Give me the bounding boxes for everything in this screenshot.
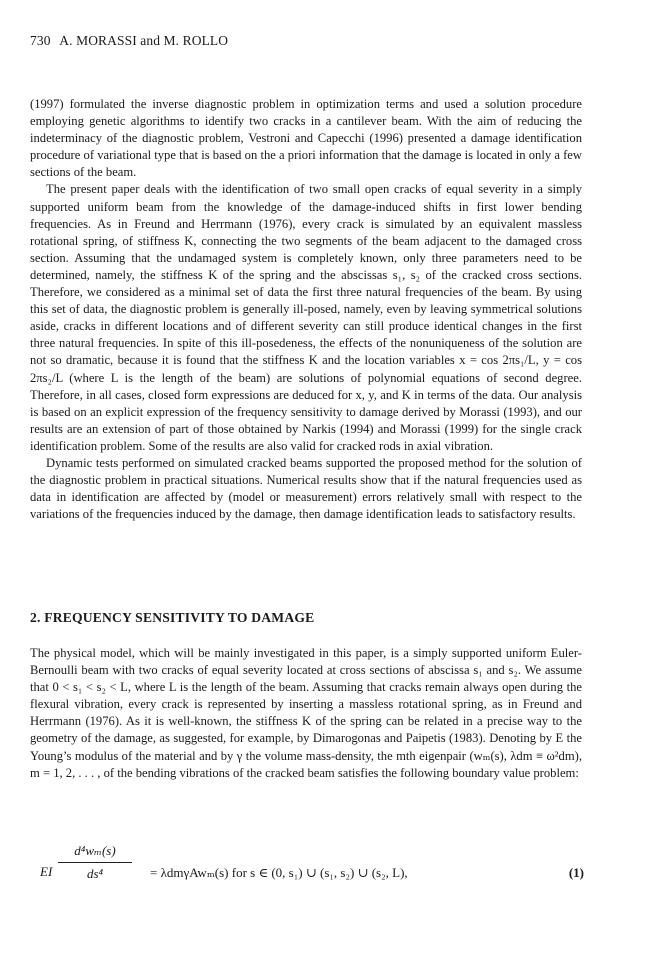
equation-1 xyxy=(40,843,584,903)
equation-denominator: ds⁴ xyxy=(86,866,104,881)
equation-fraction xyxy=(56,843,134,882)
running-head-authors: A. MORASSI and M. ROLLO xyxy=(59,33,229,48)
paragraph-2: The present paper deals with the identification of two small open cracks of equal severity in a simply supported uniform beam from the knowledge of the damage-induced shifts in first lower bending frequencies. As in Freund and Herrmann (1976), every crack is simulated by an equivalent massless rotational spring, of stiffness K, connecting the two segments of the beam adjacent to the damaged cross section. Assuming that the undamaged system is completely known, only three parameters need to be determined, namely, the stiffness K of the spring and the abscissas s₁, s₂ of the cracked cross sections. Therefore, we considered as a minimal set of data the first three natural frequencies of the beam. By using this set of data, the diagnostic problem is generally ill-posed, namely, even by leaving symmetrical solutions aside, cracks in different locations and of different severity can still produce identical changes in the first three natural frequencies. In spite of this ill-posedeness, the effects of the nonuniqueness of the solution are not so dramatic, because it is found that the stiffness K and the location variables x = cos 2πs₁/L, y = cos 2πs₂/L (where L is the length of the beam) are solutions of polynomial equations of second degree. Therefore, in all cases, closed form expressions are deduced for x, y, and K in terms of the data. Our analysis is based on an explicit expression of the frequency sensitivity to damage derived by Morassi (1993), and our results are an extension of part of those obtained by Narkis (1994) and Morassi (1999) for the single crack identification problem. Some of the results are also valid for cracked rods in axial vibration. xyxy=(30,182,582,453)
equation-rhs: = λdmγAwₘ(s) for s ∈ (0, s₁) ∪ (s₁, s₂) ∪ (s₂, L), xyxy=(150,865,408,880)
fraction-bar xyxy=(58,862,132,863)
equation-numerator: d⁴wₘ(s) xyxy=(74,843,116,858)
section-heading: 2. FREQUENCY SENSITIVITY TO DAMAGE xyxy=(30,610,315,625)
paragraph-3: Dynamic tests performed on simulated cracked beams supported the proposed method for the solution of the diagnostic problem in practical situations. Numerical results show that if the natural frequencies used as data in identification are affected by (model or measurement) errors relatively small with respect to the variations of the frequencies induced by the damage, then damage identification leads to satisfactory results. xyxy=(30,455,582,522)
section-body xyxy=(30,645,582,782)
section-paragraph: The physical model, which will be mainly investigated in this paper, is a simply supported uniform Euler-Bernoulli beam with two cracks of equal severity located at cross sections of abscissa s₁ and s₂. We assume that 0 < s₁ < s₂ < L, where L is the length of the beam. Assuming that cracks remain always open during the flexural vibration, every crack is represented by inserting a massless rotational spring, as in Freund and Herrmann (1976). As it is well-known, the stiffness K of the spring can be related in a precise way to the geometry of the damage, as suggested, for example, by Dimarogonas and Paipetis (1983). Denoting by E the Young’s modulus of the material and by γ the volume mass-density, the mth eigenpair (wₘ(s), λdm ≡ ω²dm), m = 1, 2, . . . , of the bending vibrations of the cracked beam satisfies the following boundary value problem: xyxy=(30,646,582,780)
paragraph-1: (1997) formulated the inverse diagnostic problem in optimization terms and used a solution procedure employing genetic algorithms to identify two cracks in a cantilever beam. With the aim of reducing the indeterminacy of the diagnostic problem, Vestroni and Capecchi (1996) presented a damage identification procedure of variational type that is based on the a priori information that the damage is located in only a few sections of the beam. xyxy=(30,97,582,180)
page-number: 730 xyxy=(30,33,51,48)
body-text xyxy=(30,96,582,523)
equation-number: (1) xyxy=(568,865,584,880)
equation-coefficient: EI xyxy=(40,864,53,879)
running-head xyxy=(30,33,228,49)
